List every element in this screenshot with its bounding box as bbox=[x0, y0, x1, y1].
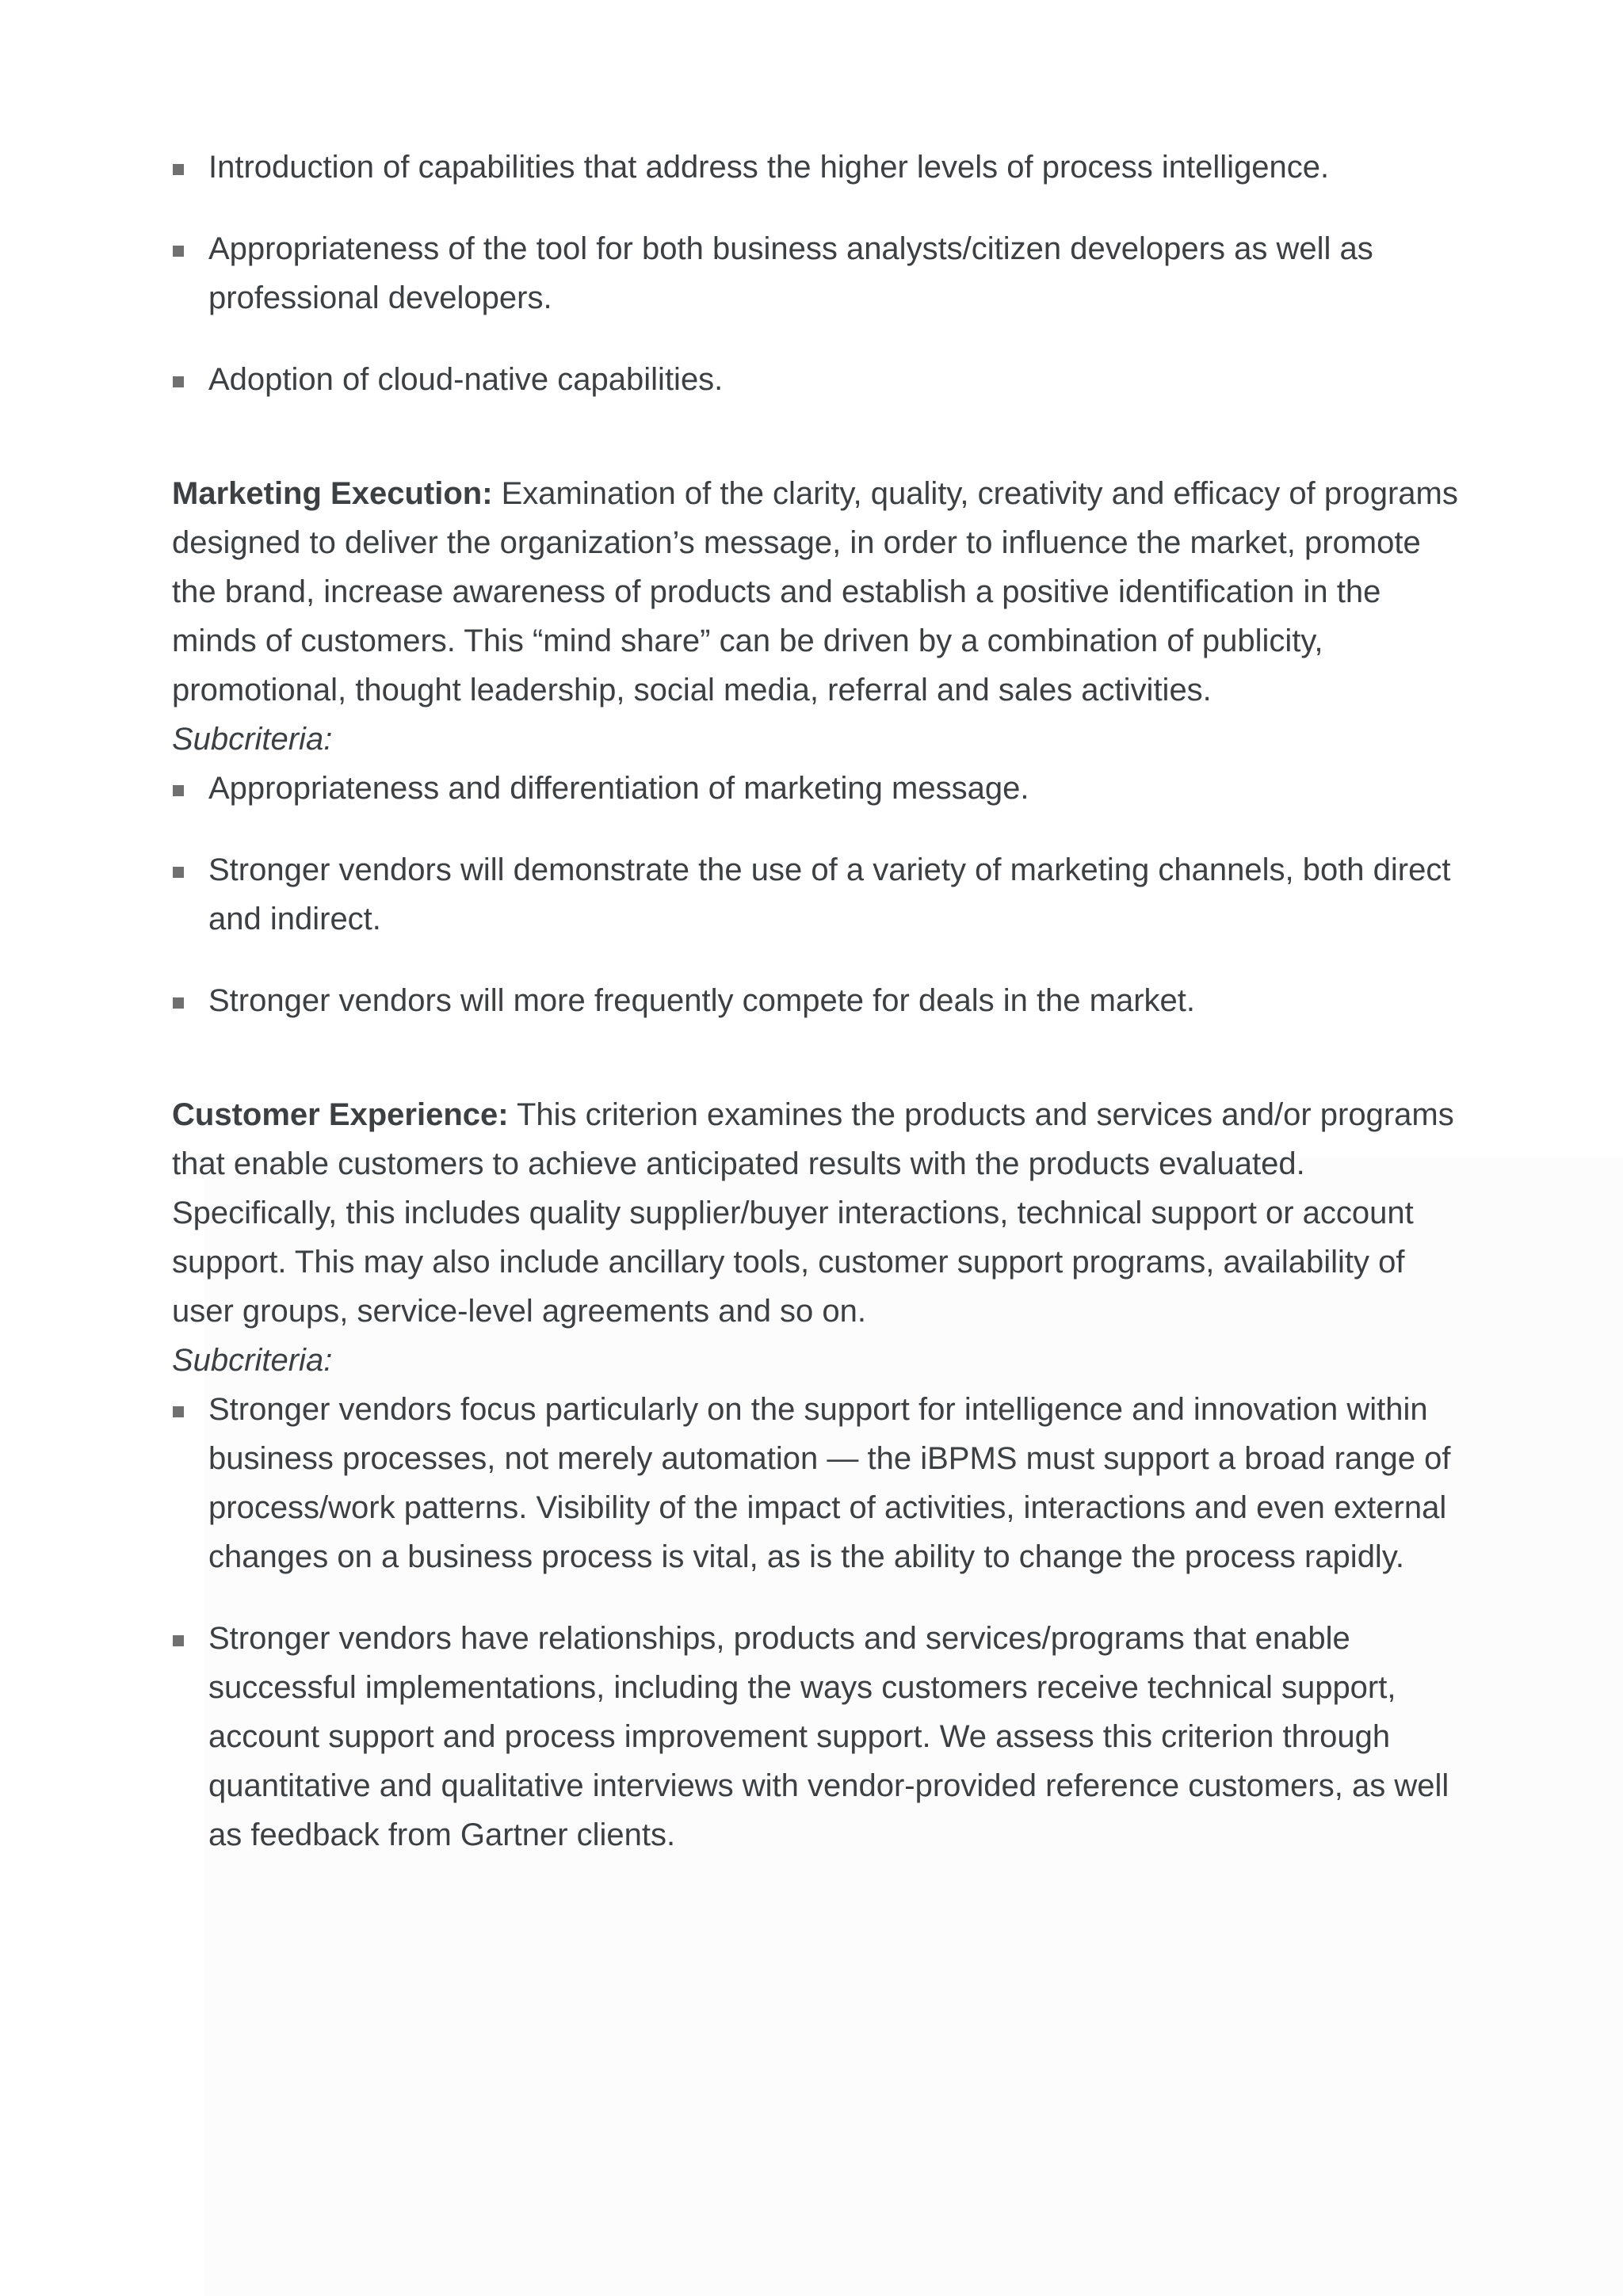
subcriteria-label: Subcriteria: bbox=[172, 1343, 333, 1378]
document-content bbox=[172, 143, 1472, 1859]
list-item-text: Stronger vendors will demonstrate the use of a variety of marketing channels, both direct and indirect. bbox=[208, 852, 1451, 936]
square-bullet-icon bbox=[173, 1406, 184, 1417]
marketing-execution-text: Examination of the clarity, quality, creativity and efficacy of programs designed to deliver the organization’s message, in order to influence the market, promote the brand, increase awareness of products and establish a positive identification in the minds of customers. This “mind share” can be driven by a combination of publicity, promotional, thought leadership, social media, referral and sales activities. bbox=[172, 476, 1458, 707]
list-item-text: Stronger vendors have relationships, products and services/programs that enable successful implementations, including the ways customers receive technical support, account support and process improvement support. We assess this criterion through quantitative and qualitative interviews with vendor-provided reference customers, as well as feedback from Gartner clients. bbox=[208, 1621, 1449, 1852]
list-item bbox=[172, 845, 1472, 944]
list-item bbox=[172, 976, 1472, 1025]
square-bullet-icon bbox=[173, 785, 184, 796]
marketing-execution-section bbox=[172, 469, 1472, 1025]
list-item bbox=[172, 1614, 1472, 1859]
customer-experience-text: This criterion examines the products and services and/or programs that enable customers to achieve anticipated results with the products evaluated. Specifically, this includes quality supplier/buyer interactions, technical support or account support. This may also include ancillary tools, customer support programs, availability of user groups, service-level agreements and so on. bbox=[172, 1097, 1454, 1329]
list-item bbox=[172, 143, 1472, 192]
list-item bbox=[172, 355, 1472, 404]
customer-experience-section bbox=[172, 1090, 1472, 1859]
square-bullet-icon bbox=[173, 164, 184, 175]
list-item bbox=[172, 224, 1472, 322]
list-item-text: Adoption of cloud-native capabilities. bbox=[208, 362, 724, 397]
subcriteria-label: Subcriteria: bbox=[172, 722, 333, 757]
marketing-execution-paragraph bbox=[172, 469, 1472, 715]
marketing-subcriteria-list bbox=[172, 764, 1472, 1025]
list-item bbox=[172, 1385, 1472, 1581]
list-item-text: Appropriateness of the tool for both business analysts/citizen developers as well as professional developers. bbox=[208, 231, 1373, 315]
intro-bullet-list bbox=[172, 143, 1472, 404]
list-item-text: Appropriateness and differentiation of marketing message. bbox=[208, 771, 1029, 806]
marketing-execution-label: Marketing Execution: bbox=[172, 476, 493, 511]
customer-subcriteria-list bbox=[172, 1385, 1472, 1859]
square-bullet-icon bbox=[173, 997, 184, 1009]
square-bullet-icon bbox=[173, 376, 184, 387]
list-item-text: Stronger vendors focus particularly on the support for intelligence and innovation within business processes, not merely automation — the iBPMS must support a broad range of process/work patterns. Visibility of the impact of activities, interactions and even external changes on a business process is vital, as is the ability to change the process rapidly. bbox=[208, 1392, 1451, 1574]
list-item-text: Introduction of capabilities that address the higher levels of process intelligence. bbox=[208, 150, 1330, 185]
list-item bbox=[172, 764, 1472, 813]
square-bullet-icon bbox=[173, 867, 184, 878]
square-bullet-icon bbox=[173, 246, 184, 257]
customer-experience-paragraph bbox=[172, 1090, 1472, 1336]
customer-experience-label: Customer Experience: bbox=[172, 1097, 509, 1132]
list-item-text: Stronger vendors will more frequently compete for deals in the market. bbox=[208, 983, 1196, 1018]
square-bullet-icon bbox=[173, 1635, 184, 1646]
